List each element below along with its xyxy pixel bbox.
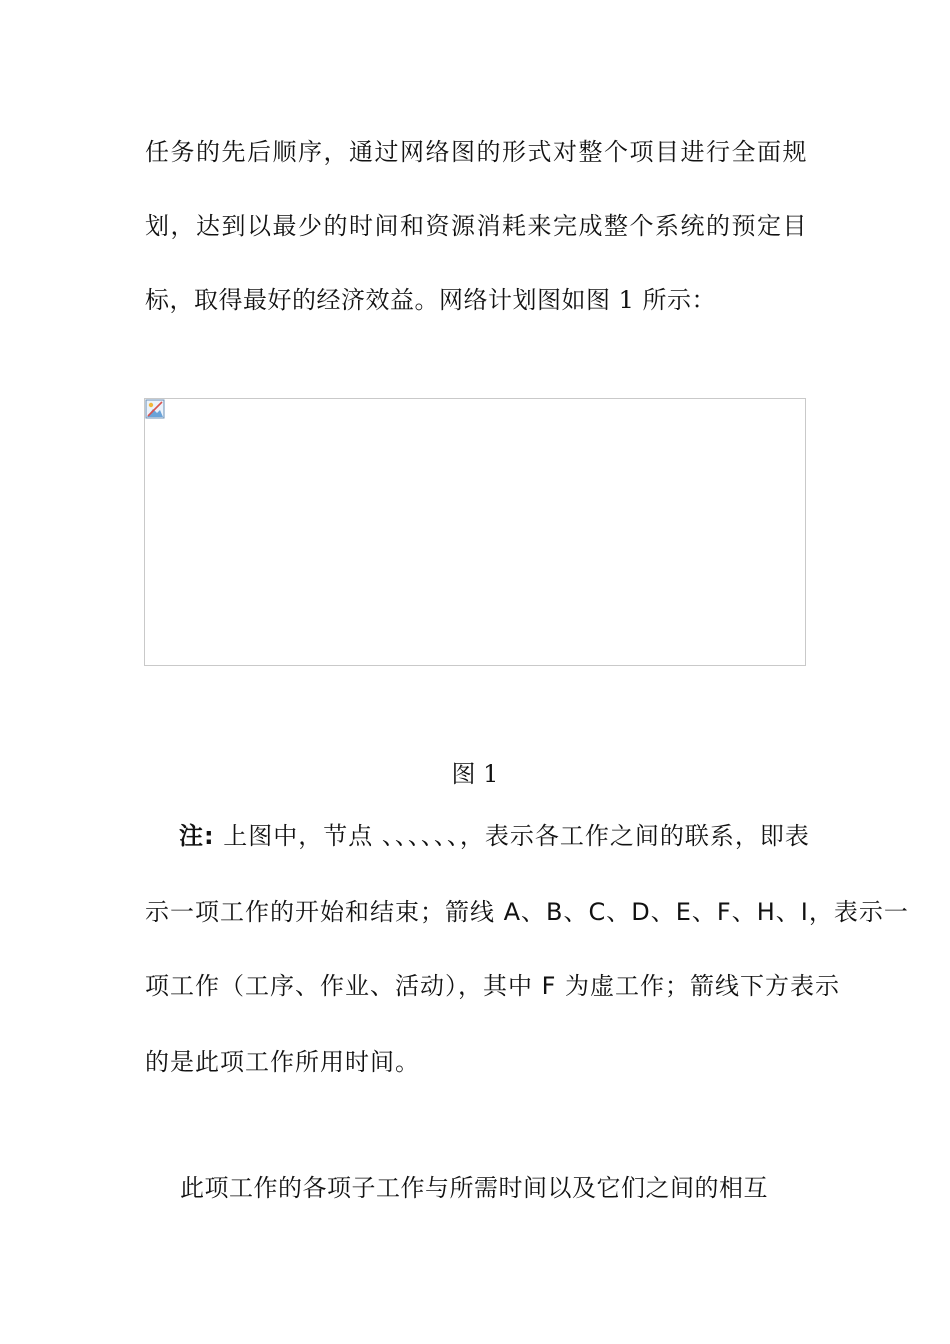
note-line: 项工作（工序、作业、活动），其中 F 为虚工作；箭线下方表示 — [145, 972, 841, 1000]
note-line-1 — [145, 820, 810, 852]
note-line: 的是此项工作所用时间。 — [145, 1048, 420, 1076]
note-line-text: 上图中，节点 、、、、、、，表示各工作之间的联系，即表 — [214, 822, 810, 850]
figure-caption: 图 1 — [451, 760, 499, 788]
note-line: 示一项工作的开始和结束；箭线 A、B、C、D、E、F、H、I，表示一 — [145, 898, 909, 926]
paragraph-line: 任务的先后顺序，通过网络图的形式对整个项目进行全面规 — [145, 138, 807, 166]
paragraph-line: 划，达到以最少的时间和资源消耗来完成整个系统的预定目 — [145, 212, 807, 240]
paragraph-line: 标，取得最好的经济效益。网络计划图如图 1 所示： — [145, 286, 717, 314]
broken-image-icon — [145, 399, 165, 419]
note-label: 注: — [179, 822, 215, 850]
body-paragraph-2-line: 此项工作的各项子工作与所需时间以及它们之间的相互 — [180, 1174, 768, 1202]
figure-image-placeholder — [144, 398, 806, 666]
